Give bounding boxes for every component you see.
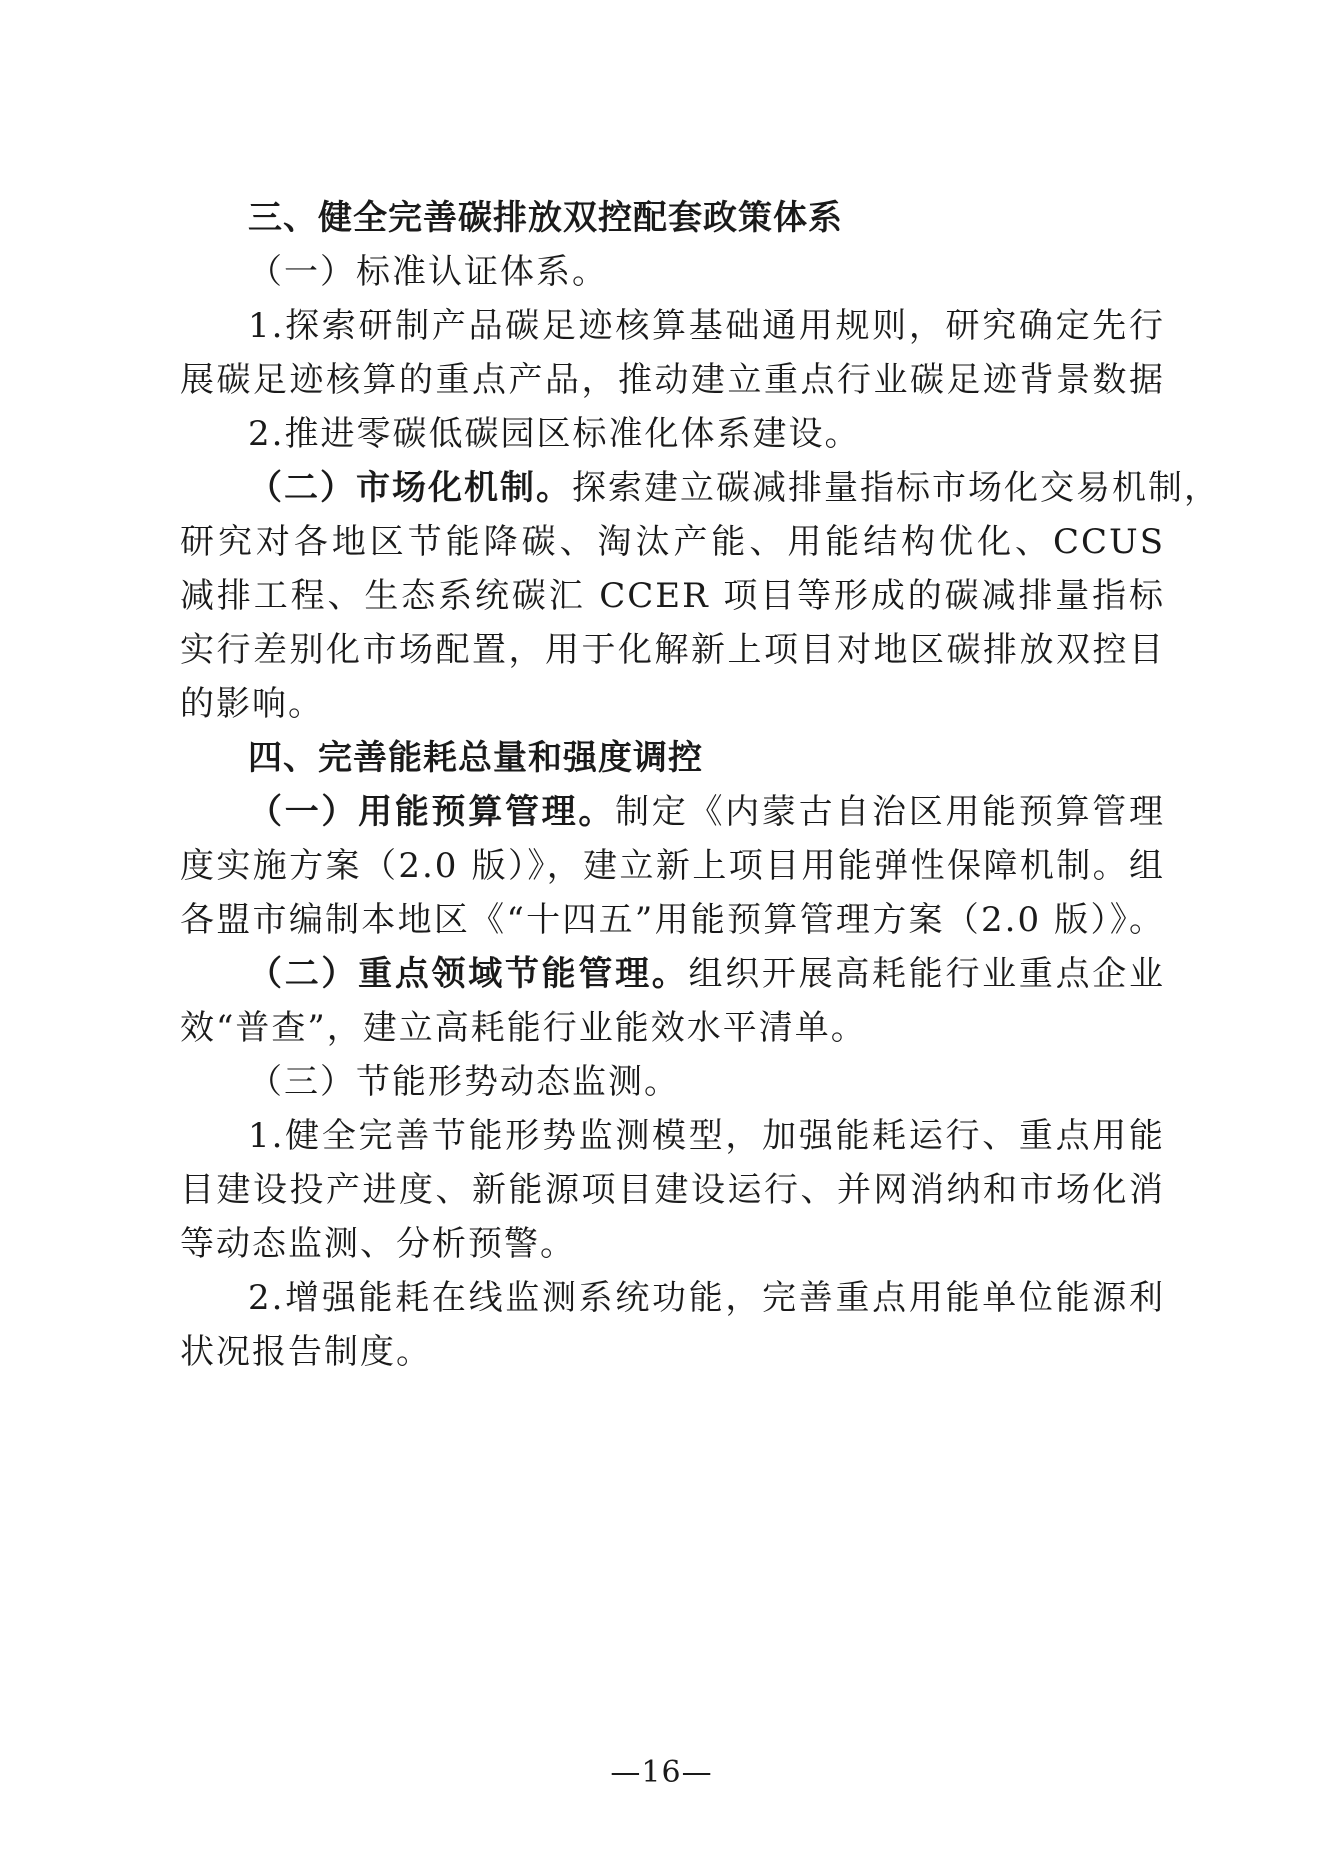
paragraph-line: 展碳足迹核算的重点产品，推动建立重点行业碳足迹背景数据: [180, 360, 1165, 400]
paragraph-line: [248, 954, 1165, 994]
paragraph-line: 等动态监测、分析预警。: [180, 1224, 576, 1264]
subsection-title: （二）市场化机制。: [248, 468, 572, 508]
paragraph-text: 制定《内蒙古自治区用能预算管理: [615, 792, 1165, 832]
paragraph-line: 的影响。: [180, 684, 324, 724]
paragraph-line: 减排工程、生态系统碳汇 CCER 项目等形成的碳减排量指标: [180, 576, 1165, 616]
paragraph-line: 1.健全完善节能形势监测模型，加强能耗运行、重点用能: [248, 1116, 1165, 1156]
paragraph-line: 目建设投产进度、新能源项目建设运行、并网消纳和市场化消: [180, 1170, 1165, 1210]
paragraph-line: 度实施方案（2.0 版）》，建立新上项目用能弹性保障机制。组: [180, 846, 1165, 886]
paragraph-line: 实行差别化市场配置，用于化解新上项目对地区碳排放双控目: [180, 630, 1165, 670]
paragraph-text: 探索建立碳减排量指标市场化交易机制，: [572, 468, 1220, 508]
paragraph-line: 研究对各地区节能降碳、淘汰产能、用能结构优化、CCUS: [180, 522, 1165, 562]
subsection-title: （一）标准认证体系。: [248, 252, 608, 292]
paragraph-line: 各盟市编制本地区《“十四五”用能预算管理方案（2.0 版）》。: [180, 900, 1165, 940]
paragraph-line: [248, 792, 1165, 832]
section-heading-3: 三、健全完善碳排放双控配套政策体系: [248, 198, 843, 238]
subsection-title: （一）用能预算管理。: [248, 792, 616, 832]
paragraph-line: 1.探索研制产品碳足迹核算基础通用规则，研究确定先行: [248, 306, 1165, 346]
paragraph-text: 组织开展高耗能行业重点企业: [688, 954, 1165, 994]
paragraph-line: 2.增强能耗在线监测系统功能，完善重点用能单位能源利: [248, 1278, 1165, 1318]
paragraph-line: 状况报告制度。: [180, 1332, 432, 1372]
section-heading-4: 四、完善能耗总量和强度调控: [248, 738, 703, 778]
page-number: —16—: [610, 1755, 713, 1790]
paragraph-line: 效“普查”，建立高耗能行业能效水平清单。: [180, 1008, 867, 1048]
paragraph-line: 2.推进零碳低碳园区标准化体系建设。: [248, 414, 861, 454]
paragraph-line: [248, 468, 1220, 508]
subsection-title: （三）节能形势动态监测。: [248, 1062, 680, 1102]
subsection-title: （二）重点领域节能管理。: [248, 954, 689, 994]
